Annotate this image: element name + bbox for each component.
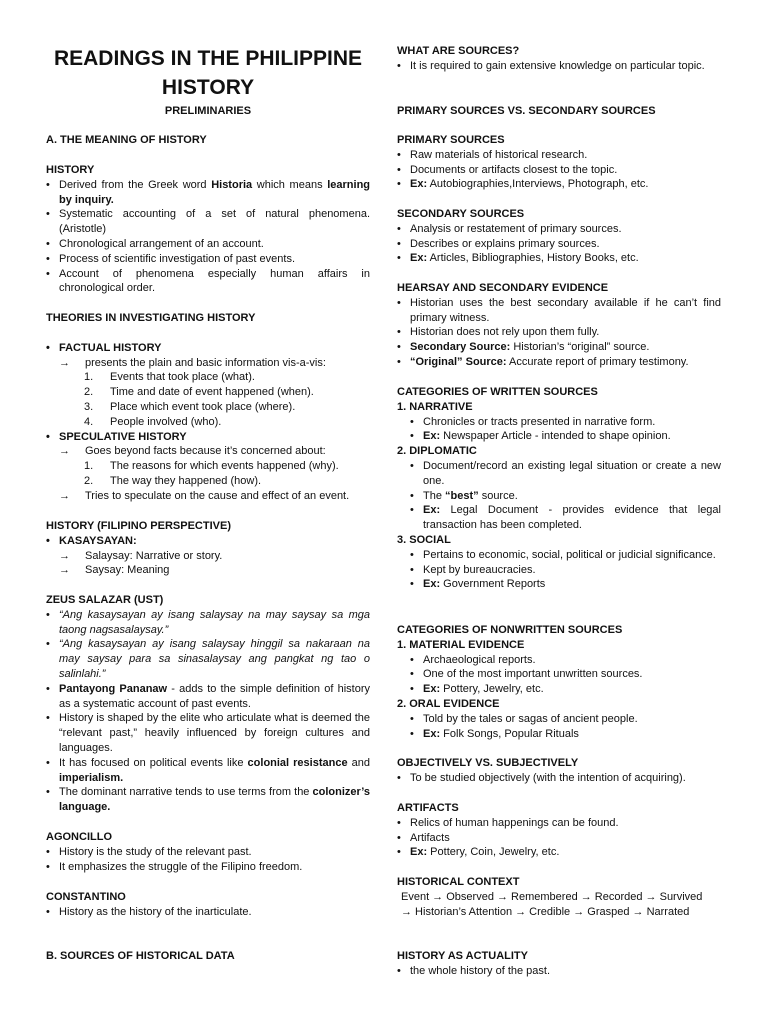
list-item: • The dominant narrative tends to use terms from the colonizer’s language. xyxy=(46,785,370,815)
list-item: • Derived from the Greek word Historia which means learning by inquiry. xyxy=(46,178,370,208)
list-item: → Tries to speculate on the cause and effect of an event. xyxy=(46,489,370,504)
list-item: → presents the plain and basic information vis-a-vis: xyxy=(46,356,370,371)
filipino-heading: HISTORY (FILIPINO PERSPECTIVE) xyxy=(46,520,231,532)
objectively-section xyxy=(397,756,721,786)
filipino-section xyxy=(46,519,370,578)
list-item: 2. The way they happened (how). xyxy=(84,474,262,487)
social-heading: 3. SOCIAL xyxy=(397,533,451,546)
primary-vs-heading: PRIMARY SOURCES VS. SECONDARY SOURCES xyxy=(397,105,656,117)
list-item: 3. Place which event took place (where). xyxy=(84,400,296,413)
list-item: • Archaeological reports. xyxy=(397,653,721,668)
artifacts-heading: ARTIFACTS xyxy=(397,802,459,814)
list-item: → Goes beyond facts because it’s concerned about: xyxy=(46,444,370,459)
primary-section xyxy=(397,133,721,192)
list-item: • Ex: Articles, Bibliographies, History Books, etc. xyxy=(397,251,721,266)
list-item: • Process of scientific investigation of past events. xyxy=(46,252,370,267)
list-item: • History is shaped by the elite who articulate what is deemed the “relevant past,” heavily influenced by foreign cultures and languages. xyxy=(46,711,370,755)
list-item: 1. Events that took place (what). xyxy=(84,371,255,384)
list-item: • Ex: Autobiographies,Interviews, Photograph, etc. xyxy=(397,177,721,192)
primary-heading: PRIMARY SOURCES xyxy=(397,134,505,146)
list-item: • Ex: Folk Songs, Popular Rituals xyxy=(397,727,721,742)
list-item: • Secondary Source: Historian’s “original” source. xyxy=(397,340,721,355)
secondary-heading: SECONDARY SOURCES xyxy=(397,208,525,220)
context-line-2: → Historian’s Attention → Credible → Grasped → Narrated xyxy=(401,905,690,918)
narrative-heading: 1. NARRATIVE xyxy=(397,400,473,413)
list-item: • It has focused on political events like colonial resistance and imperialism. xyxy=(46,756,370,786)
what-sources-heading: WHAT ARE SOURCES? xyxy=(397,45,520,57)
list-item: 4. People involved (who). xyxy=(84,415,222,428)
section-a xyxy=(46,133,370,148)
salazar-section xyxy=(46,593,370,815)
nonwritten-heading: CATEGORIES OF NONWRITTEN SOURCES xyxy=(397,624,623,636)
list-item: 1. The reasons for which events happened (why). xyxy=(84,460,339,473)
section-b xyxy=(46,949,370,964)
diplomatic-heading: 2. DIPLOMATIC xyxy=(397,445,477,458)
constantino-section xyxy=(46,890,370,920)
list-item: → Saysay: Meaning xyxy=(46,563,370,578)
artifacts-section xyxy=(397,801,721,860)
history-section xyxy=(46,163,370,296)
theories-section xyxy=(46,311,370,504)
theories-heading: THEORIES IN INVESTIGATING HISTORY xyxy=(46,312,256,324)
factual-history: • FACTUAL HISTORY xyxy=(46,341,370,356)
actuality-section xyxy=(397,949,721,979)
list-item: • Historian uses the best secondary available if he can’t find primary witness. xyxy=(397,296,721,326)
list-item: • Pantayong Pananaw - adds to the simple definition of history as a systematic account of past events. xyxy=(46,682,370,712)
list-item: • Systematic accounting of a set of natural phenomena. (Aristotle) xyxy=(46,207,370,237)
what-sources-section xyxy=(397,44,721,74)
list-item: • Describes or explains primary sources. xyxy=(397,237,721,252)
list-item: • One of the most important unwritten sources. xyxy=(397,667,721,682)
context-section xyxy=(397,875,721,919)
list-item: • Ex: Government Reports xyxy=(397,577,721,592)
objectively-heading: OBJECTIVELY VS. SUBJECTIVELY xyxy=(397,757,579,769)
list-item: • History as the history of the inarticulate. xyxy=(46,905,370,920)
list-item: • Chronicles or tracts presented in narrative form. xyxy=(397,415,721,430)
material-heading: 1. MATERIAL EVIDENCE xyxy=(397,638,525,651)
salazar-heading: ZEUS SALAZAR (UST) xyxy=(46,594,164,606)
context-line-1: Event → Observed → Remembered → Recorded → Survived xyxy=(401,890,703,903)
list-item: • Historian does not rely upon them fully. xyxy=(397,325,721,340)
list-item: • “Ang kasaysayan ay isang salaysay hinggil sa nakaraan na may saysay para sa sinasalaysay ang pangkat ng tao o salinlahi.” xyxy=(46,637,370,681)
page-title: READINGS IN THE PHILIPPINE HISTORY xyxy=(53,47,363,99)
list-item: • Ex: Pottery, Coin, Jewelry, etc. xyxy=(397,845,721,860)
list-item: • To be studied objectively (with the intention of acquiring). xyxy=(397,771,721,786)
agoncillo-heading: AGONCILLO xyxy=(46,831,112,843)
list-item: • Chronological arrangement of an account. xyxy=(46,237,370,252)
hearsay-heading: HEARSAY AND SECONDARY EVIDENCE xyxy=(397,282,609,294)
list-item: • Kept by bureaucracies. xyxy=(397,563,721,578)
list-item: • the whole history of the past. xyxy=(397,964,721,979)
list-item: • “Original” Source: Accurate report of primary testimony. xyxy=(397,355,721,370)
list-item: • It is required to gain extensive knowledge on particular topic. xyxy=(397,59,721,74)
list-item: • Ex: Newspaper Article - intended to shape opinion. xyxy=(397,429,721,444)
list-item: • It emphasizes the struggle of the Filipino freedom. xyxy=(46,860,370,875)
secondary-section xyxy=(397,207,721,266)
list-item: • Relics of human happenings can be found. xyxy=(397,816,721,831)
nonwritten-section xyxy=(397,623,721,741)
list-item: • Analysis or restatement of primary sources. xyxy=(397,222,721,237)
list-item: • History is the study of the relevant past. xyxy=(46,845,370,860)
context-heading: HISTORICAL CONTEXT xyxy=(397,876,520,888)
written-heading: CATEGORIES OF WRITTEN SOURCES xyxy=(397,386,598,398)
list-item: • Account of phenomena especially human affairs in chronological order. xyxy=(46,267,370,297)
list-item: • Document/record an existing legal situation or create a new one. xyxy=(397,459,721,489)
constantino-heading: CONSTANTINO xyxy=(46,891,126,903)
list-item: • Raw materials of historical research. xyxy=(397,148,721,163)
history-heading: HISTORY xyxy=(46,164,95,176)
section-b-heading: B. SOURCES OF HISTORICAL DATA xyxy=(46,950,235,962)
list-item: • “Ang kasaysayan ay isang salaysay na may saysay sa mga taong nagsasalaysay.” xyxy=(46,608,370,638)
list-item: • Pertains to economic, social, political or judicial significance. xyxy=(397,548,721,563)
agoncillo-section xyxy=(46,830,370,874)
list-item: • Artifacts xyxy=(397,831,721,846)
preliminaries-label: PRELIMINARIES xyxy=(164,105,252,117)
actuality-heading: HISTORY AS ACTUALITY xyxy=(397,950,528,962)
oral-heading: 2. ORAL EVIDENCE xyxy=(397,697,500,710)
written-section xyxy=(397,385,721,592)
list-item: • Ex: Legal Document - provides evidence that legal transaction has been completed. xyxy=(397,503,721,533)
list-item: • The “best” source. xyxy=(397,489,721,504)
list-item: • Ex: Pottery, Jewelry, etc. xyxy=(397,682,721,697)
hearsay-section xyxy=(397,281,721,370)
section-a-heading: A. THE MEANING OF HISTORY xyxy=(46,134,207,146)
list-item: 2. Time and date of event happened (when). xyxy=(84,386,314,399)
speculative-history: • SPECULATIVE HISTORY xyxy=(46,430,370,445)
kasaysayan-label: • KASAYSAYAN: xyxy=(46,534,370,549)
list-item: • Told by the tales or sagas of ancient people. xyxy=(397,712,721,727)
list-item: → Salaysay: Narrative or story. xyxy=(46,549,370,564)
list-item: • Documents or artifacts closest to the topic. xyxy=(397,163,721,178)
